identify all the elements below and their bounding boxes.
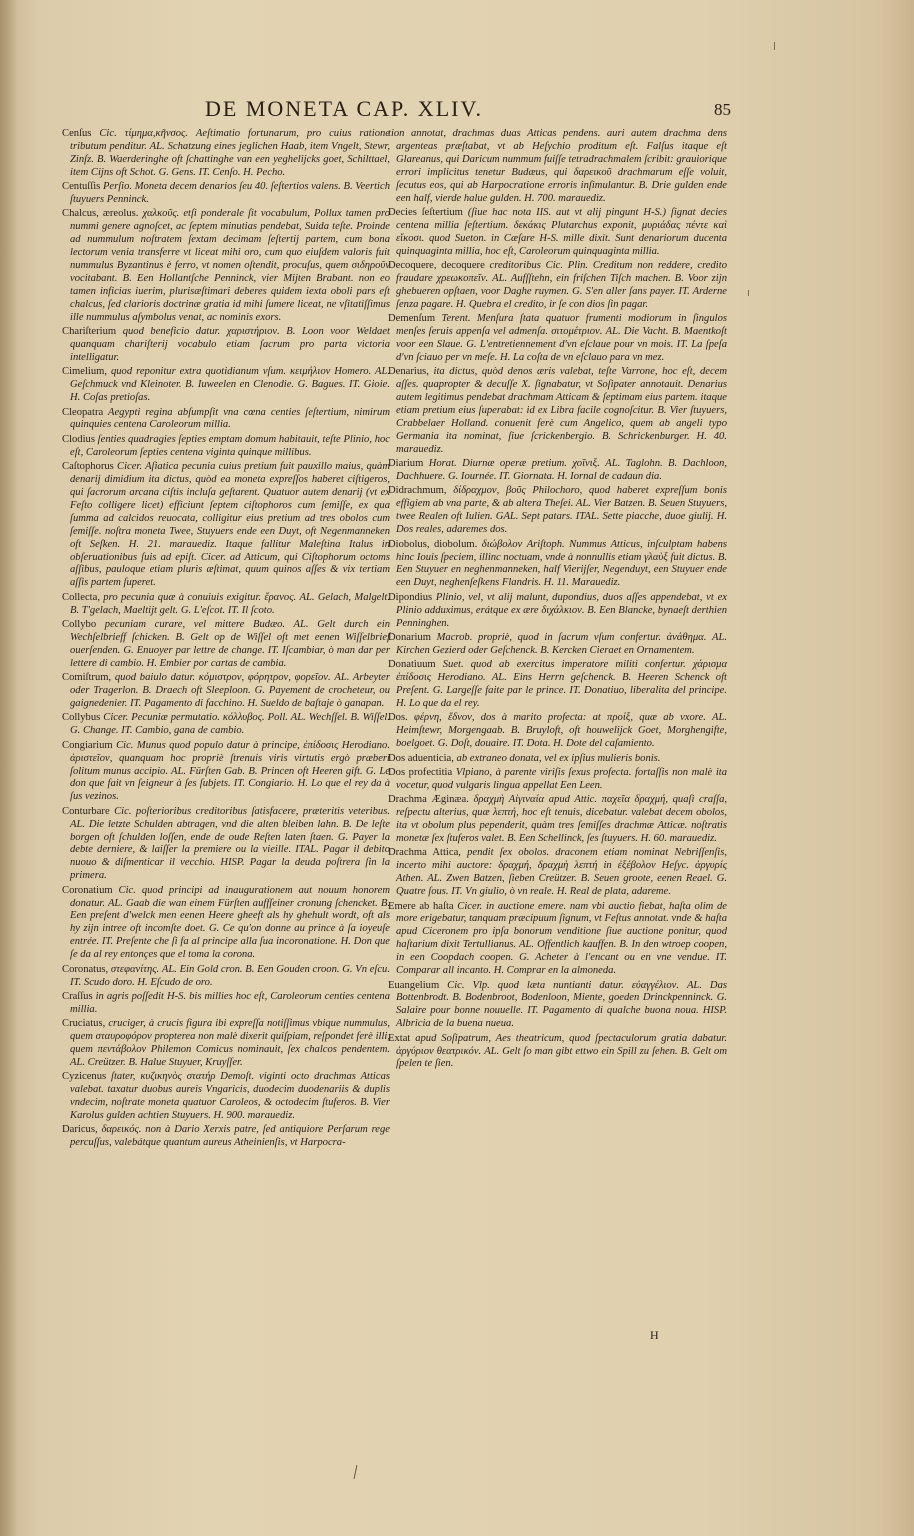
entry-headword: Denarius, (388, 366, 429, 378)
entry-text: Plinio, vel, vt alij malunt, dupondius, duos aſſes appendebat, vt ex Plinio adduximus, erátque ex ære διχάλκιον. B. Een Blancke, bynaeſt derthien Penninghen. (396, 591, 727, 629)
dictionary-entry (62, 619, 390, 671)
page-title: DE MONETA CAP. XLIV. (205, 96, 484, 121)
entry-headword: Didrachmum, (388, 485, 447, 497)
entry-headword: Drachma Attica, (388, 847, 461, 859)
dictionary-entry (388, 485, 727, 537)
entry-text: φέρνη, ἕδνον, dos à marito profecta: at προίξ, quæ ab vxore. AL. Heimſtewr, Morgengaab. B. Bruyloft, oft houwelijck Goet, Morghengifte, boelgoet. G. Doſt, douaire. IT. Dota. H. Dote del caſamiento. (396, 712, 727, 750)
entry-headword: Comiſtrum, (62, 672, 112, 684)
entry-headword: Collecta (62, 591, 98, 603)
entry-text: Perſio. Moneta decem denarios ſeu 40. ſeſtertios valens. B. Veertich ſtuyuers Penninck. (70, 181, 390, 206)
entry-headword: Donatiuum (388, 659, 436, 671)
dictionary-entry (388, 1033, 727, 1072)
dictionary-entry (388, 901, 727, 978)
entry-text: quod beneficio datur. χαριστήριον. B. Loon voor Weldaet quanquam chariſterij vocabulo etiam ſacrum pro parta victoria intelligatur. (70, 326, 390, 363)
dictionary-entry (388, 539, 727, 591)
dictionary-entry (388, 313, 727, 365)
entry-headword: Clodius (62, 433, 95, 445)
right-column (388, 128, 727, 1073)
dictionary-entry (388, 659, 727, 711)
entry-headword: Decies ſeſtertium (388, 206, 463, 218)
dictionary-entry (62, 1124, 390, 1150)
dictionary-entry (62, 461, 390, 590)
dictionary-entry (388, 592, 727, 631)
entry-headword: Cleopatra (62, 406, 104, 418)
dictionary-entry (62, 208, 390, 324)
entry-headword: Diobolus, diobolum. (388, 538, 478, 550)
entry-text: Horat. Diurnæ operæ pretium. χοῖνιξ. AL. Taglohn. B. Dachloon, Dachhuere. G. Iournée. IT. Giornata. H. Iornal de cadaun dia. (396, 458, 727, 483)
dictionary-entry (62, 434, 390, 460)
page-number: 85 (714, 100, 731, 119)
entry-text: pendit ſex obolos. draconem etiam nominat Nebriſſenſis, incerto mihi auctore: δραχμή, δραχμὴ λεπτή in ἐξέβολον Heſyc. ἀργυρίς Athen. AL. Zwen Batzen, ſieben Creützer. B. Seuen groote, eenen Reael. G. Quatre ſous. IT. Vn giulio, ò vn reale. H. Real de plata, adareme. (396, 847, 727, 898)
entry-headword: Dos. (388, 712, 408, 724)
entry-headword: Dipondius (388, 591, 433, 603)
entry-headword: Centuſſis (62, 181, 101, 193)
dictionary-entry (388, 980, 727, 1032)
dictionary-entry (388, 712, 727, 751)
entry-headword: Cruciatus, (62, 1018, 106, 1030)
signature-mark: H (650, 1328, 659, 1342)
entry-text: Terent. Menſura ſtata quatuor frumenti modiorum in ſingulos menſes ſeruis appenſa vel admenſa. σιτομέτριον. AL. Die Vacht. B. Maentkoſt voor een Slaue. G. L'entretiennement d'vn eſclaue pour vn mois. IT. La ſpeſa d'vn ſciauo per vn meſe. H. La coſta de vn eſclauo para vn mez. (396, 313, 727, 363)
entry-text: ab extraneo donata, vel ex ipſius mulieris bonis. (453, 752, 661, 764)
entry-headword: Congiarium (62, 739, 113, 751)
entry-headword: Daricus, (62, 1124, 98, 1136)
entry-headword: Cyzicenus (62, 1071, 107, 1083)
entry-headword: Collybus (62, 712, 101, 724)
entry-headword: Extat (388, 1032, 411, 1044)
entry-text: tion annotat, drachmas duas Atticas pendens. auri autem drachma dens argenteas præſtabat, vt ab Heſychio proditum eſt. Falſus itaque eſt Glareanus, qui Daricum nummum fuiſſe tetradrachmalem ſcribit: grauiorique errori implicitus tenetur Budæus, qui δαρεικοῦ drachmarum eſſe voluit, ſecutus eos, qui ab Harpocratione erroris inſimulantur. B. Drie gulden ende een half, vierde halue gulden. H. 700. marauediz. (388, 128, 727, 204)
entry-text: δαρεικός. non à Dario Xerxis patre, ſed antiquiore Perſarum rege percuſſus, valebátque quantum aureus Atheinienſis, vt Harpocra- (70, 1124, 390, 1149)
dictionary-entry (388, 128, 727, 205)
left-column (62, 128, 390, 1152)
entry-text: Cicer. in auctione emere. nam vbi auctio fiebat, haſta olim de more erigebatur, tanquam præcipuum ſignum, vt Feſtus annotat. vnde & haſta apud Ciceronem pro ipſa bonorum venditione ſiue auctione ponitur, quod haſtarium dixit Tertullianus. AL. Offentlich kauffen. B. In den wtroep coopen, in een Coopdach coopen. G. Acheter à l'encant ou en vne vendue. IT. Comparar all incanto. H. Comprar en la almoneda. (396, 900, 727, 977)
entry-headword: Diarium (388, 458, 424, 470)
entry-text: στεφανίτης. AL. Ein Gold cron. B. Een Gouden croon. G. Vn eſcu. IT. Scudo doro. H. Eſcudo de oro. (70, 963, 390, 988)
entry-text: Macrob. propriè, quod in ſacrum vſum confertur. ἀνάθημα. AL. Kirchen Gezierd oder Geſchenck. B. Kercken Cieraet en Ornamentem. (396, 631, 727, 656)
entry-text: Cic. poſterioribus creditoribus ſatisfacere, præteritis veteribus. AL. Die letzte Schulden abtragen, vnd die alten bleiben lahn. B. De leſte borgen oft ſchulden loſſen, ende de oude Reſten laten ſtaen. G. Payer la debte derniere, & laiſſer la premiere ou la vieille. ITAL. Pagar il debito nuouo & diſmenticar il vecchio. HISP. Pagar la deuda poſtrera ſin la primera. (70, 805, 390, 882)
margin-tick (748, 290, 749, 296)
entry-text: Cic. Vlp. quod læta nuntianti datur. εὐαγγέλιον. AL. Das Bottenbrodt. B. Bodenbroot, Bodenloon, Miente, goeden Drinckpenninck. G. Salaire pour bonne nouuelle. IT. Pagamento di qualche buona noua. HISP. Albricia de la buena nueua. (396, 979, 727, 1030)
dictionary-entry (388, 366, 727, 456)
entry-text: Cic. quod principi ad inaugurationem aut nouum honorem donatur. AL. Gaab die wan einem Fürſten auffſeiner cronung ſchencket. B. Een preſent d'welck men eenen Heere gheeft als hy ghehult wordt, oft als hy zijn intree oft incomſte doet. G. Ce qu'on donne au prince à ſa ioyeuſe entrée. IT. Preſente che ſi fa al principe alla ſua incoronatione. H. Don que ſe da al rey entonçes que el toma la corona. (70, 884, 390, 961)
entry-headword: Euangelium (388, 979, 440, 991)
dictionary-entry (62, 991, 390, 1017)
dictionary-entry (388, 260, 727, 312)
entry-text: pecuniam curare, vel mittere Budæo. AL. Gelt durch ein Wechſelbrieff ſchicken. B. Gelt op de Wiſſel oft met eenen Wiſſelbrief ouerſenden. G. Enuoyer par lettre de change. IT. Iſcambiar, ò man dar per lettere di cambio. H. Embier por cartas de cambia. (70, 619, 390, 669)
dictionary-entry (62, 964, 390, 990)
entry-headword: Donarium (388, 631, 431, 643)
entry-text: apud Soſipatrum, Aes theatricum, quod ſpectaculorum gratia dabatur. ἀργύριον θεατρικόν. AL. Gelt ſo man gibt ettwo ein Spill zu ſehen. B. Gelt om ſpelen te ſien. (396, 1032, 727, 1070)
page-gutter (0, 0, 18, 1536)
dictionary-entry (62, 885, 390, 962)
entry-text: creditoribus Cic. Plin. Creditum non reddere, credito fraudare χρεωκοπεῖν. AL. Aufſſtehn, ein friſchen Tiſch machen. B. Voor zijn ghebueren opſtaen, voor Daghe ruymen. G. S'en aller ſans payer. IT. Arderne ſenza pagare. H. Quebra el credito, ir ſe con dios ſin pagar. (396, 260, 727, 310)
dictionary-entry (388, 794, 727, 846)
entry-headword: Dos aduenticia, (388, 752, 454, 764)
entry-text: Aegypti regina abſumpſit vna cœna centies ſeſtertium, nimirum quinquies centena Caroleorum millia. (70, 406, 390, 431)
entry-text: ſenties quadragies ſepties emptam domum habitauit, teſte Plinio, hoc eſt, Caroleorum ſepties centena viginta quinque millibus. (70, 433, 390, 458)
dictionary-entry (62, 1018, 390, 1070)
entry-headword: Emere ab haſta (388, 900, 454, 912)
dictionary-entry (62, 366, 390, 405)
entry-headword: Drachma Æginæa. (388, 794, 469, 806)
dictionary-entry (388, 767, 727, 793)
entry-headword: Chalcus, æreolus. (62, 208, 139, 220)
entry-headword: Conturbare (62, 805, 110, 817)
entry-headword: Chariſterium (62, 326, 117, 338)
dictionary-entry (62, 181, 390, 207)
dictionary-entry (388, 458, 727, 484)
entry-headword: Cenſus (62, 128, 92, 139)
entry-headword: Caſtophorus (62, 461, 114, 473)
entry-headword: Demenſum (388, 313, 436, 325)
entry-text: Cic. τίμημα,κῆνσος. Aeſtimatio fortunarum, pro cuius ratione tributum penditur. AL. Schatzung eines jeglichen Haab, item Vngelt, Stewr, Zinſz. B. Waerderinghe oft ſchattinghe van een yeghelijcks goet, Schilttael, item Cijns oft Schot. G. Gens. IT. Cenſo. H. Pecho. (70, 128, 390, 178)
entry-headword: Coronatium (62, 884, 113, 896)
dictionary-entry (62, 326, 390, 365)
entry-text: Suet. quod ab exercitus imperatore militi confertur. χάρισμα ἐπίδοσις Herodiano. AL. Eins Herrn geſchenck. B. Heeren Schenck oft Preſent. G. Largeſſe faite par le prince. IT. Donatiuo, liberalita del principe. H. Lo que da el rey. (396, 659, 727, 709)
dictionary-entry (62, 806, 390, 883)
pencil-mark (354, 1465, 358, 1479)
entry-text: διώβολον Ariſtoph. Nummus Atticus, inſculptam habens hinc Iouis ſpeciem, illinc noctuam, vnde à nonnullis etiam γλαὺξ fuit dictus. B. Een Stuyuer en neghenmanneken, half Vierijſer, Negenduyt, een Stuyuer ende een Duyt, neghenſeſkens Flandris. H. 11. Marauediz. (396, 538, 727, 589)
entry-text: ita dictus, quòd denos æris valebat, teſte Varrone, hoc eſt, decem aſſes. quapropter & decuſſe X. ſignabatur, vt Soſipater annotauit. Denarius autem legitimus pendebat drachmam Atticam & ſeptimam eius partem. itaque etiam pretium eius ſuperabat: id ex Libra facile cognoſcitur. B. Vier ſtuyuers, Crabbelaer Holland. conuenit ferè cum Angelico, quem ab angeli typo Germania ita nominat, ſiue ſcrickenbergio. B. Schrickenburger. H. 40. marauediz. (396, 366, 727, 455)
entry-headword: Cimelium, (62, 366, 108, 378)
entry-text: Cicer. Pecuniæ permutatio. κόλλυβος. Poll. AL. Wechſſel. B. Wiſſel. G. Change. IT. Cambio, gana de cambio. (70, 712, 390, 737)
running-header (0, 96, 914, 126)
dictionary-entry (388, 207, 727, 259)
entry-headword: Coronatus, (62, 963, 109, 975)
margin-tick (774, 42, 775, 50)
entry-headword: Collybo (62, 619, 97, 631)
entry-text: Cic. Munus quod populo datur à principe, ἐπίδοσις Herodiano. ἀριστεῖον, quanquam hoc propriè ſtrenuis viris virtutis ergò præberi ſolitum munus accipio. AL. Fürſten Gab. B. Princen oft Heeren gift. G. Le don que fait vn ſeigneur à ſes ſubjets. IT. Congiario. H. Lo que el rey da à ſus vezinos. (70, 739, 390, 803)
entry-text: Vlpiano, à parente viriſis ſexus profecta. fortaſſis non malè ita vocetur, quod vulgaris lingua appellat Een Leen. (396, 767, 728, 791)
entry-text: cruciger, à crucis figura ibi expreſſa notiſſimus vbique nummulus, quem σταυροφόρον propterea non malè dixerit quiſpiam, reſpondet ferè illi, quem πεντάβολον Philemon Comicus nominauit, ſex chalcos pendentem. AL. Creützer. B. Halue Stuyuer, Kruyſſer. (70, 1018, 390, 1068)
dictionary-entry (62, 592, 390, 618)
entry-text: quod baiulo datur. κόμιστρον, φόρητρον, φορεῖον. AL. Arbeyter oder Tragerlon. B. Draech oft Sleeploon. G. Payement de crocheteur, ou gaignedenier. IT. Pagamento di facchino. H. Sueldo de baſtaje ò ganapan. (70, 672, 390, 709)
dictionary-entry (62, 1071, 390, 1123)
entry-text: quod reponitur extra quotidianum vſum. κειμήλιον Homero. AL. Geſchmuck vnd Kleinoter. B. Iuweelen en Clenodie. G. Bagues. IT. Gioie. H. Coſas pretioſas. (70, 366, 390, 404)
dictionary-entry (388, 847, 727, 899)
dictionary-entry (62, 712, 390, 738)
entry-headword: Craſſus (62, 990, 93, 1002)
entry-text: , pro pecunia quæ à conuiuis exigitur. ἔρανος. AL. Gelach, Malgelt. B. T'gelach, Maeltijt gelt. G. L'eſcot. IT. Il ſcoto. (70, 591, 390, 616)
dictionary-entry (62, 407, 390, 433)
entry-text: ſtater, κυζικηνὸς στατήρ Demoſt. viginti octo drachmas Atticas valebat. taxatur duobus aureis Vngaricis, duodecim duodenariis & duplis vndecim, noſtrate moneta quatuor Caroleos, & octodecim ſtuferos. B. Vier Karolus gulden achtien Stuyuers. H. 900. marauediz. (70, 1071, 390, 1122)
entry-text: δίδραχμον, βοῦς Philochoro, quod haberet expreſſum bonis effigiem ab vna parte, & ab altera Theſei. AL. Vier Batzen. B. Seuen Stuyuers, twee Realen oft Iulien. GAL. Sept patars. ITAL. Sette piacche, duoe giulij. H. Dos reales, adaremes dos. (396, 485, 727, 536)
entry-headword: Dos profectitia (388, 767, 453, 778)
dictionary-entry (62, 740, 390, 805)
entry-text: δραχμὴ Αἰγιναία apud Attic. παχεῖα δραχμή, quaſi craſſa, reſpectu alterius, quæ λεπτή, hoc eſt tenuis, dicebatur. valebat decem obolos, ita vt obolum plus pependerit, quàm tres ſemiſſes drachmæ Atticæ. noſtratis monetæ ſex ſtuferos valet. B. Een Schellinck, ſes ſtuyuers. H. 60. marauediz. (396, 794, 728, 845)
dictionary-entry (62, 128, 390, 180)
dictionary-entry (388, 753, 727, 766)
entry-text: Cicer. Aſiatica pecunia cuius pretium fuit pauxillo maius, quàm denarij dimidium ita dictus, quòd ea moneta expreſſos haberet ciſtigeros, qui ſacrorum arcana ciſtis incluſa geſtarent. Quatuor autem denarij (vt ex Feſto colligere licet) efficiunt ſeptem ciſtophoros cum ſemiſſe, ex qua ſumma ad calcidos reuocata, colligitur eius pretium ad tres obolos cum ſemiſſe. noſtra moneta Twee, Stuyuers ende een Duyt, oft Negenmanneken oft Seſken. H. 21. marauediz. Itaque fallitur Maleſtina Italus in obſeruationibus ſuis ad epiſt. Cicer. ad Atticum, qui Ciſtophorum octoms aſſibus, pauloque etiam pluris æſtimat, quum quinos aſſes & vix tertiam aſſis partem ſuperet. (70, 461, 390, 589)
dictionary-entry (388, 632, 727, 658)
entry-text: (ſiue hac nota IIS. aut vt alij pingunt H-S.) ſignat decies centena millia ſeſtertium. δεκάκις Plutarchus exponit, μυριάδας πέντε καὶ εἴκοσι. quod Sueton. in Cæſare H-S. mille dixit. Sunt denariorum ducenta quinquaginta millia, hoc eſt, Caroleorum quinquaginta millia. (396, 206, 727, 257)
dictionary-entry (62, 672, 390, 711)
entry-text: in agris poſſedit H-S. bis millies hoc eſt, Caroleorum centies centena millia. (70, 990, 390, 1015)
entry-text: χαλκοῦς. etſi ponderale ſit vocabulum, Pollux tamen pro nummi genere agnoſcet, ac ſeptem minutias pendebat, Suida teſte. Proinde ad nummulum noſtratem ſextam decimam ſeſtertij partem, cum bona lectorum venia transferre vt liceat mihi oro, cum quo eiuſdem valoris fuit nummulus Byzantinus è ferro, vt nomen oſtendit, procuſus, quem σιδηροῦν vocitabant. B. Een Hollantſche Penninck, vier Mijten Brabant. non eo tamen inficias iuerim, plurisæſtimari deberes quidem iexta oboli pars eſt chalcus, ſed clarioris doctrinæ gratia id mihi ſumere liceat, ne vſitatiſſimus ille nummulus aſymbolus venat, ac nominis exors. (70, 208, 391, 323)
entry-headword: Decoquere, decoquere (388, 260, 485, 272)
